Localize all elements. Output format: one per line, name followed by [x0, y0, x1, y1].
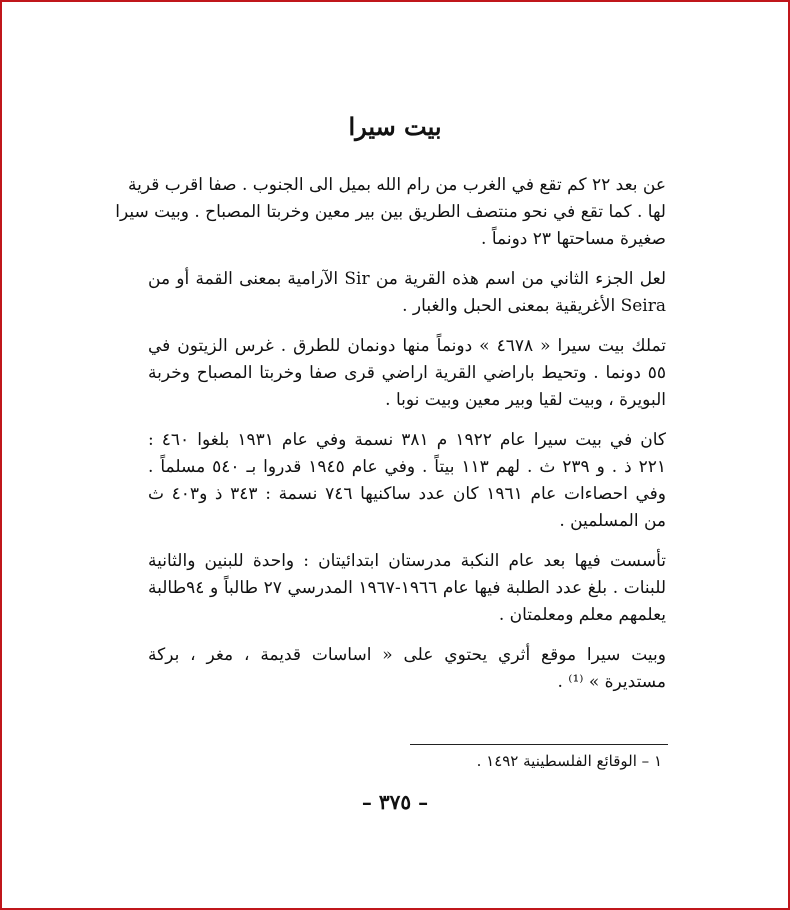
text-line: يعلمهم معلم ومعلمتان .: [498, 605, 666, 625]
paragraph-archaeology: [148, 642, 666, 696]
page-title: بيت سيرا: [348, 112, 442, 141]
paragraph-land: [148, 333, 666, 414]
text-line: صغيرة مساحتها ٢٣ دونماً .: [481, 229, 666, 249]
paragraph-population: [148, 427, 666, 535]
footnote-divider: [410, 744, 668, 745]
paragraph-schools: [148, 548, 666, 629]
text-line: ٥٥ دونما . وتحيط باراضي القرية اراضي قرى صفا وخربتا المصباح وخربة: [148, 363, 666, 383]
page-number: – ٣٧٥ –: [361, 790, 429, 814]
text-line: البويرة ، وبيت لقيا وبير معين وبيت نوبا .: [385, 390, 666, 410]
article-body: [115, 172, 667, 696]
text-line: وفي احصاءات عام ١٩٦١ كان عدد ساكنيها ٧٤٦ نسمة : ٣٤٣ ذ و٤٠٣ ث: [148, 484, 666, 504]
text-line: تملك بيت سيرا « ٤٦٧٨ » دونماً منها دونمان للطرق . غرس الزيتون في: [148, 336, 667, 356]
text-line: تأسست فيها بعد عام النكبة مدرستان ابتدائيتان : واحدة للبنين والثانية: [148, 551, 666, 571]
text-line: مستديرة » ⁽¹⁾ .: [557, 672, 666, 692]
text-line: كان في بيت سيرا عام ١٩٢٢ م ٣٨١ نسمة وفي عام ١٩٣١ بلغوا ٤٦٠ :: [148, 430, 667, 450]
text-line: Seira الأغريقية بمعنى الحبل والغبار .: [402, 296, 666, 316]
paragraph-location: [115, 172, 666, 253]
text-line: لها . كما تقع في نحو منتصف الطريق بين بير معين وخربتا المصباح . وبيت سيرا: [115, 202, 666, 222]
text-line: ٢٢١ ذ . و ٢٣٩ ث . لهم ١١٣ بيتاً . وفي عام ١٩٤٥ قدروا بـ ٥٤٠ مسلماً .: [148, 457, 666, 477]
text-line: لعل الجزء الثاني من اسم هذه القرية من Sir الآرامية بمعنى القمة أو من: [148, 269, 666, 289]
text-line: عن بعد ٢٢ كم تقع في الغرب من رام الله بميل الى الجنوب . صفا اقرب قرية: [127, 175, 666, 195]
text-line: من المسلمين .: [559, 511, 666, 531]
paragraph-etymology: [148, 266, 666, 320]
footnote: ١ – الوقائع الفلسطينية ١٤٩٢ .: [476, 752, 662, 770]
text-line: للبنات . بلغ عدد الطلبة فيها عام ١٩٦٦-١٩٦٧ المدرسي ٢٧ طالباً و ٩٤طالبة: [148, 578, 666, 598]
text-line: وبيت سيرا موقع أثري يحتوي على « اساسات قديمة ، مغر ، بركة: [148, 645, 666, 665]
